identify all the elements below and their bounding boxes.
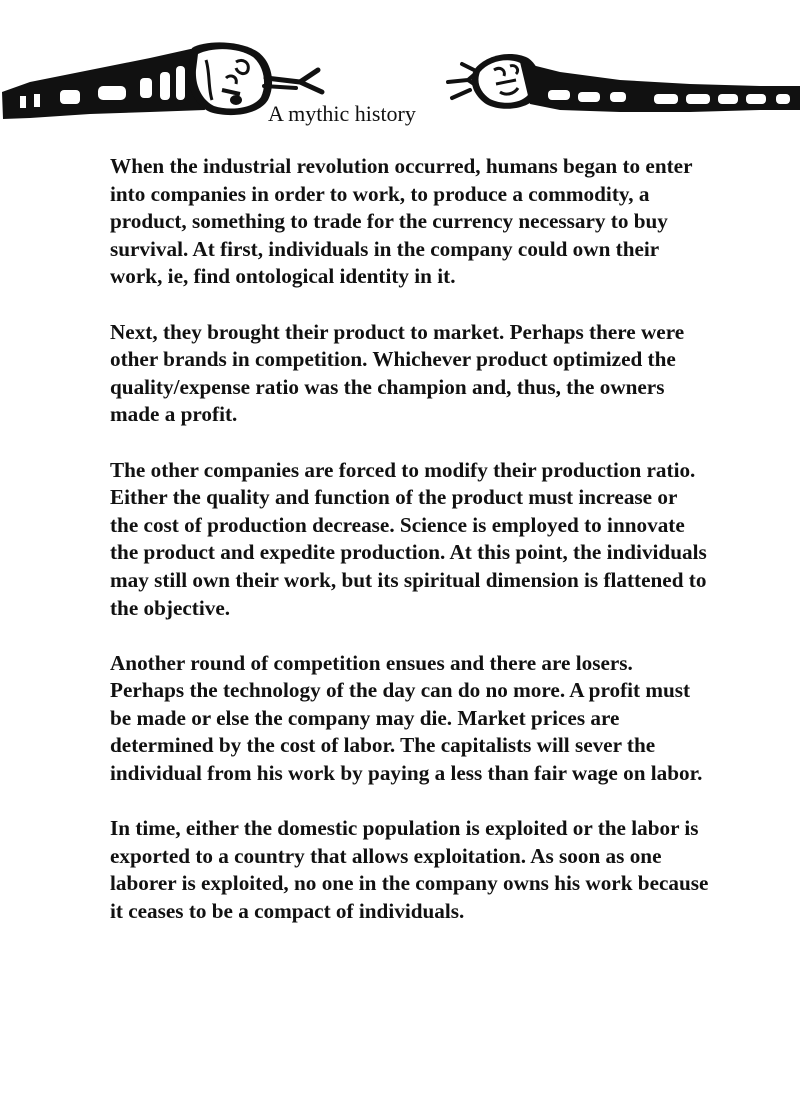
paragraph-2: Next, they brought their product to market. Perhaps there were other brands in competition. Whichever product optimized the quality/expense ratio was the champion and, thus, the owners made a profit. (110, 319, 685, 427)
paragraph-3: The other companies are forced to modify their production ratio. Either the quality and function of the product must increase or the cost of production decrease. Science is employed to innovate the product and expedite production. At this point, the individuals may still own their work, but its spiritual dimension is flattened to the objective. (110, 457, 707, 620)
paragraph-5: In time, either the domestic population is exploited or the labor is exported to a country that allows exploitation. As soon as one laborer is exploited, no one in the company owns his work because it ceases to be a compact of individuals. (110, 816, 709, 924)
paragraph-1: When the industrial revolution occurred, humans began to enter into companies in order to work, to produce a commodity, a product, something to trade for the currency necessary to buy survival. At first, individuals in the company could own their work, ie, find ontological identity in it. (110, 154, 693, 289)
body-text (110, 153, 710, 953)
page-title: A mythic history (268, 101, 416, 126)
reclining-figure-right-icon (448, 54, 800, 112)
paragraph-4: Another round of competition ensues and there are losers. Perhaps the technology of the day can do no more. A profit must be made or else the company may die. Market prices are determined by the cost of labor. The capitalists will sever the individual from his work by paying a less than fair wage on labor. (110, 650, 703, 786)
